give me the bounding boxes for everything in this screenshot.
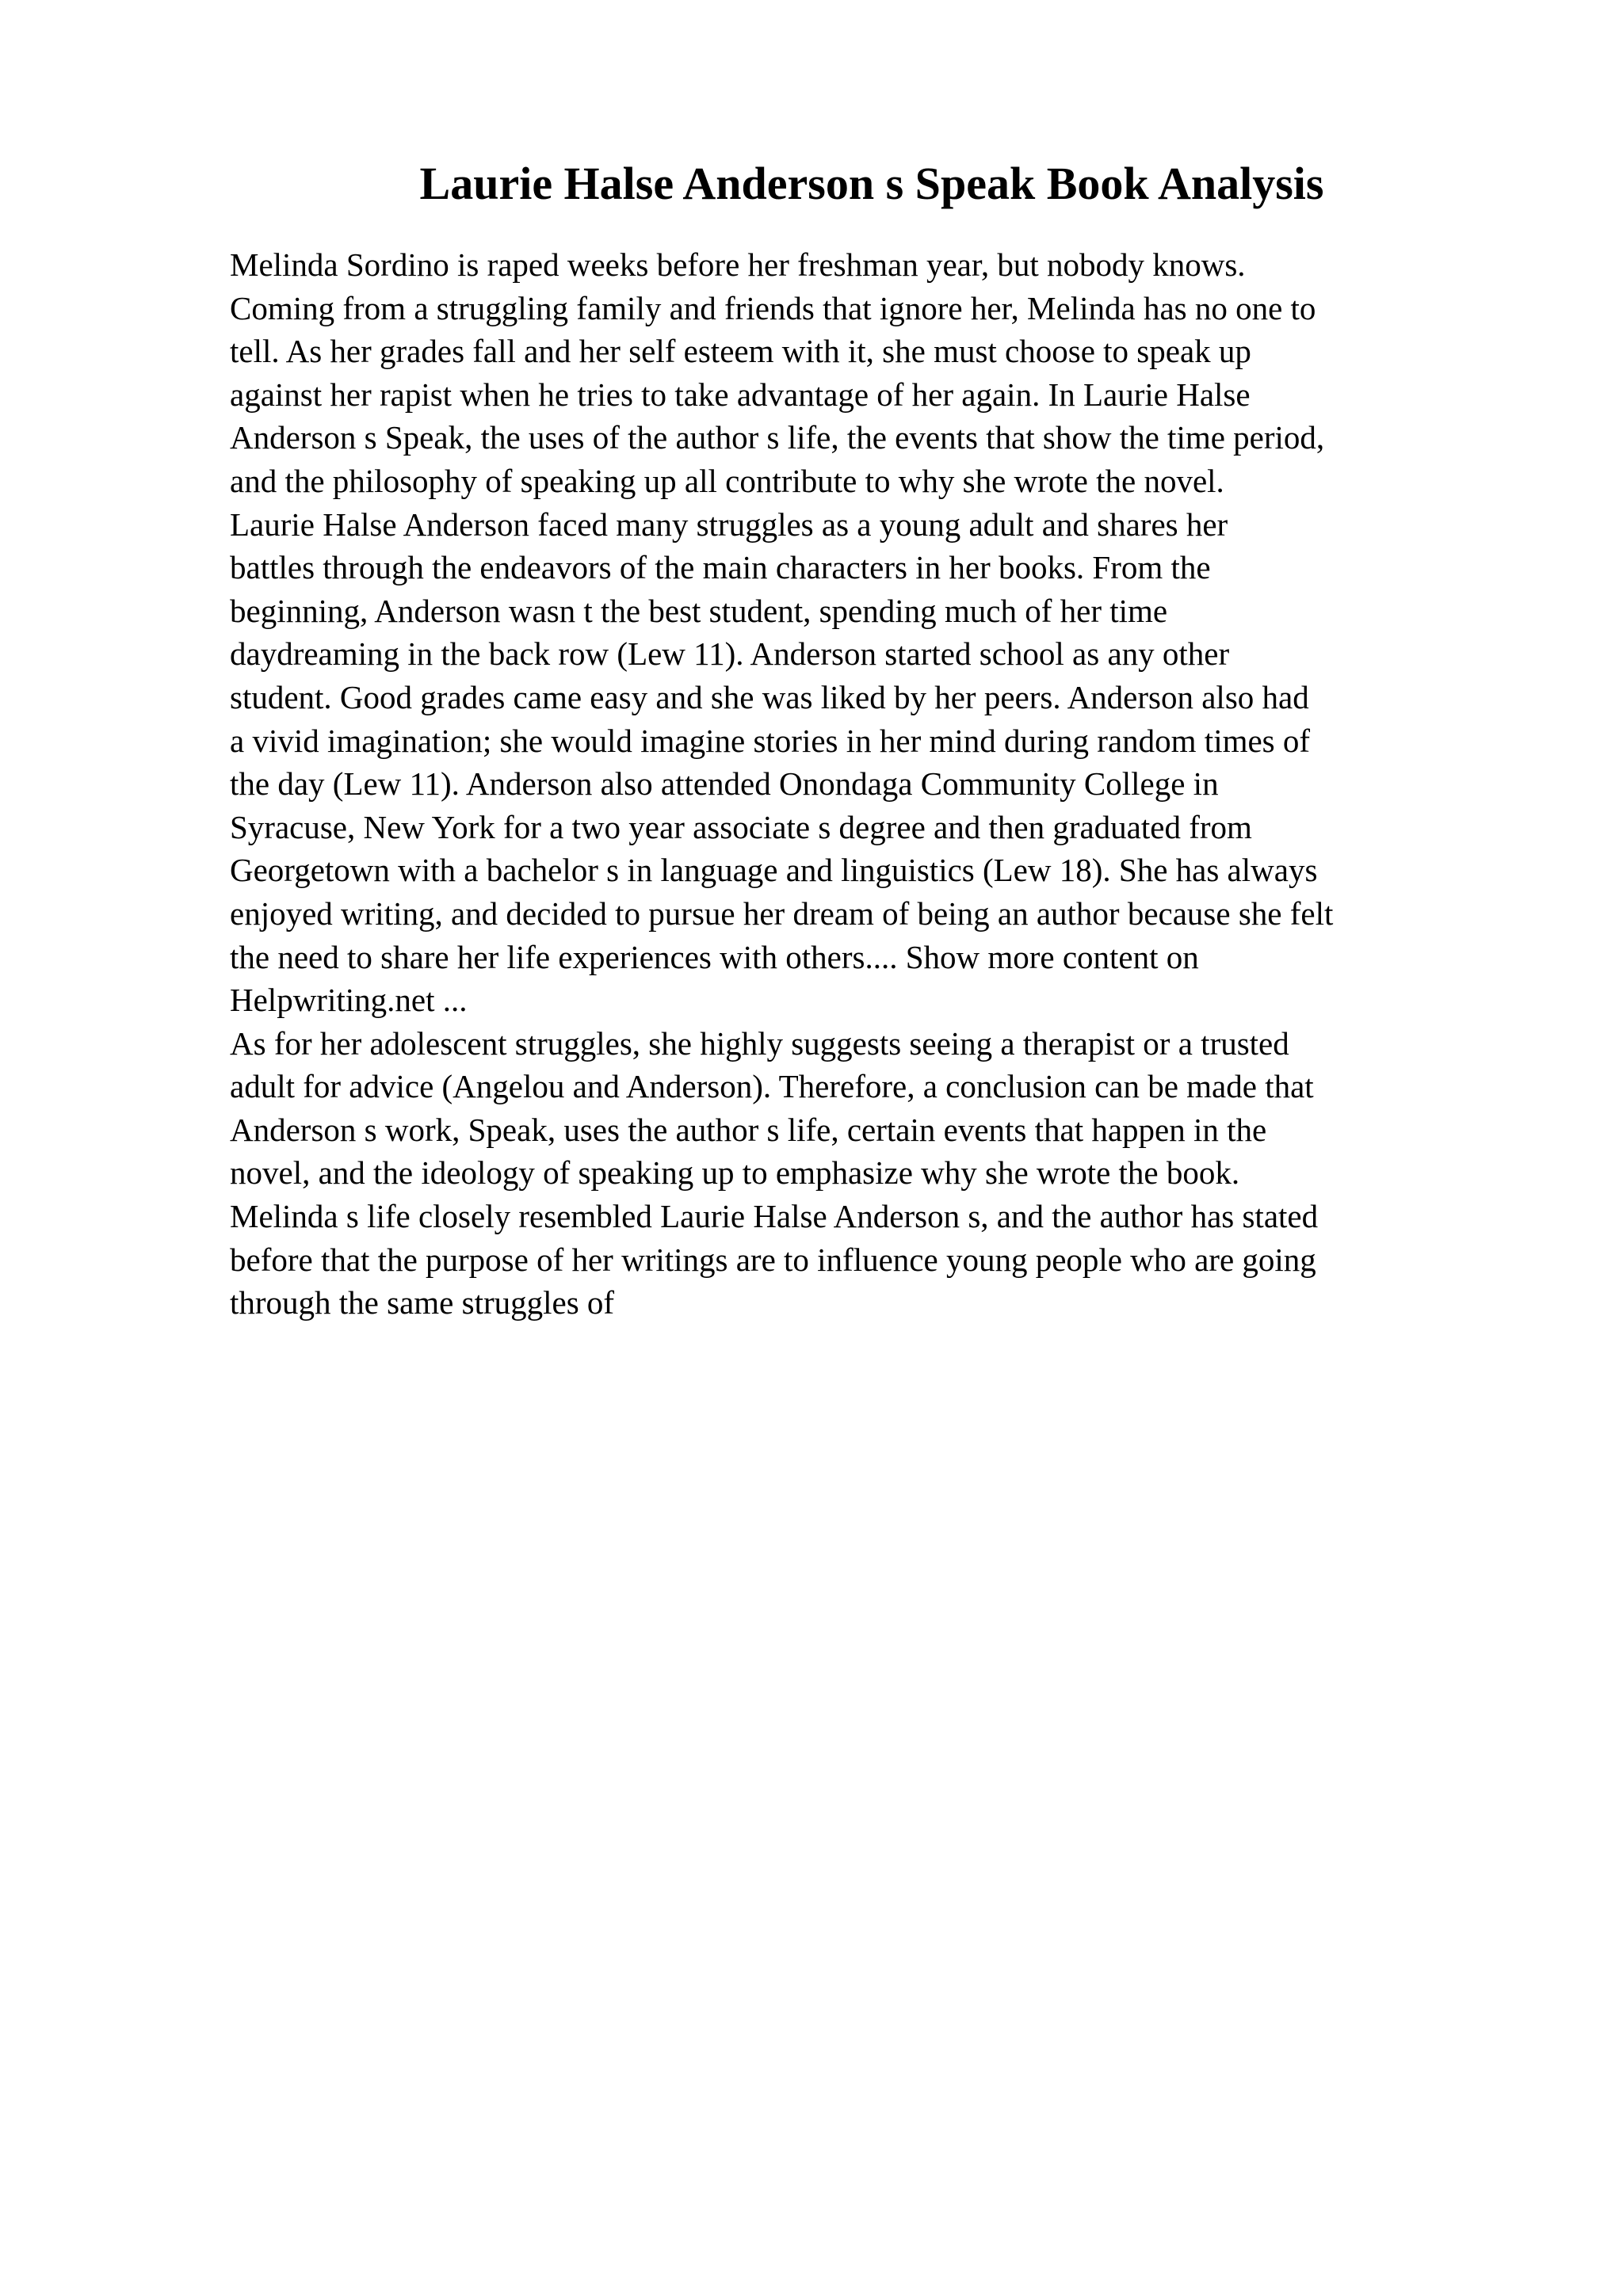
- text-line: Helpwriting.net ...: [230, 982, 468, 1019]
- text-line: Melinda Sordino is raped weeks before her freshman year, but nobody knows.: [230, 246, 1246, 283]
- text-line: enjoyed writing, and decided to pursue her dream of being an author because she felt: [230, 894, 1334, 932]
- text-line: Laurie Halse Anderson faced many struggles as a young adult and shares her: [230, 505, 1228, 543]
- text-line: battles through the endeavors of the main characters in her books. From the: [230, 549, 1211, 586]
- text-line: the need to share her life experiences with others.... Show more content on: [230, 938, 1199, 975]
- text-line: Anderson s Speak, the uses of the author s life, the events that show the time period,: [230, 419, 1325, 456]
- text-line: adult for advice (Angelou and Anderson). Therefore, a conclusion can be made that: [230, 1068, 1314, 1105]
- document-body: [230, 243, 1514, 1325]
- text-line: novel, and the ideology of speaking up to emphasize why she wrote the book.: [230, 1154, 1240, 1192]
- text-line: the day (Lew 11). Anderson also attended Onondaga Community College in: [230, 765, 1219, 803]
- text-line: before that the purpose of her writings are to influence young people who are going: [230, 1241, 1316, 1278]
- text-line: As for her adolescent struggles, she highly suggests seeing a therapist or a trusted: [230, 1024, 1289, 1062]
- text-line: beginning, Anderson wasn t the best student, spending much of her time: [230, 592, 1168, 629]
- document-title: Laurie Halse Anderson s Speak Book Analysis: [419, 158, 1324, 209]
- text-line: Georgetown with a bachelor s in language and linguistics (Lew 18). She has always: [230, 852, 1318, 889]
- text-line: Syracuse, New York for a two year associate s degree and then graduated from: [230, 808, 1252, 845]
- text-line: Coming from a struggling family and friends that ignore her, Melinda has no one to: [230, 289, 1316, 326]
- text-line: Anderson s work, Speak, uses the author s life, certain events that happen in the: [230, 1111, 1267, 1148]
- text-line: through the same struggles of: [230, 1284, 615, 1322]
- text-line: Melinda s life closely resembled Laurie Halse Anderson s, and the author has stated: [230, 1198, 1319, 1235]
- text-line: daydreaming in the back row (Lew 11). Anderson started school as any other: [230, 635, 1230, 673]
- text-line: against her rapist when he tries to take advantage of her again. In Laurie Halse: [230, 376, 1251, 413]
- text-line: student. Good grades came easy and she was liked by her peers. Anderson also had: [230, 678, 1309, 715]
- text-line: tell. As her grades fall and her self esteem with it, she must choose to speak up: [230, 333, 1251, 370]
- text-line: a vivid imagination; she would imagine stories in her mind during random times of: [230, 722, 1311, 759]
- text-line: and the philosophy of speaking up all contribute to why she wrote the novel.: [230, 462, 1224, 499]
